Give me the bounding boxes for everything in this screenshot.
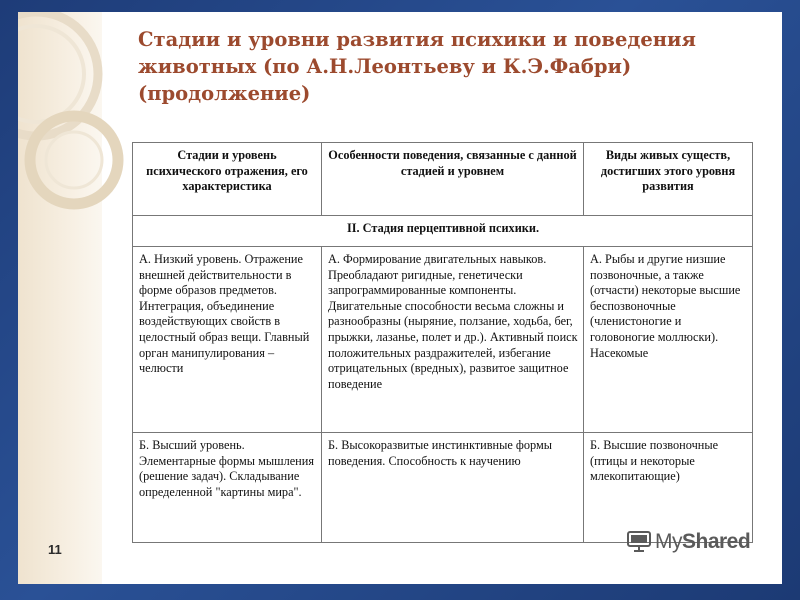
watermark-brand-my: My xyxy=(655,530,682,553)
slide-title: Стадии и уровни развития психики и поведения животных (по А.Н.Леонтьеву и К.Э.Фабри) (продолжение) xyxy=(138,28,696,105)
table-row xyxy=(133,433,753,543)
table-cell: А. Формирование двигательных навыков. Преобладают ригидные, генетически запрограммированные компоненты. Двигательные способности весьма сложны и разнообразны (ныряние, ползание, ходьба, бег, прыжки, лазанье, полет и др.). Активный поиск положительных раздражителей, избегание отрицательных (вредных), развитое защитное поведение xyxy=(322,247,584,433)
table-header-row xyxy=(133,143,753,216)
column-header: Особенности поведения, связанные с данной стадией и уровнем xyxy=(322,143,584,216)
table-row xyxy=(133,247,753,433)
section-title: II. Стадия перцептивной психики. xyxy=(133,216,753,247)
myshared-logo-icon xyxy=(626,530,652,554)
table-cell: Б. Высший уровень. Элементарные формы мышления (решение задач). Складывание определенной "картины мира". xyxy=(133,433,322,543)
table-cell: Б. Высшие позвоночные (птицы и некоторые млекопитающие) xyxy=(584,433,753,543)
watermark-brand-shared: Shared xyxy=(682,530,751,553)
column-header: Виды живых существ, достигших этого уровня развития xyxy=(584,143,753,216)
section-row xyxy=(133,216,753,247)
myshared-watermark[interactable] xyxy=(626,530,750,554)
table-cell: А. Рыбы и другие низшие позвоночные, а также (отчасти) некоторые высшие беспозвоночные (членистоногие и головоногие моллюски). Насекомые xyxy=(584,247,753,433)
slide xyxy=(18,12,782,584)
table-cell: А. Низкий уровень. Отражение внешней действительности в форме образов предметов. Интеграция, объединение воздействующих свойств в целостный образ вещи. Главный орган манипулирования – челюсти xyxy=(133,247,322,433)
table-cell: Б. Высокоразвитые инстинктивные формы поведения. Способность к научению xyxy=(322,433,584,543)
column-header: Стадии и уровень психического отражения, его характеристика xyxy=(133,143,322,216)
page-number: 11 xyxy=(48,542,62,557)
stages-table xyxy=(132,142,753,543)
